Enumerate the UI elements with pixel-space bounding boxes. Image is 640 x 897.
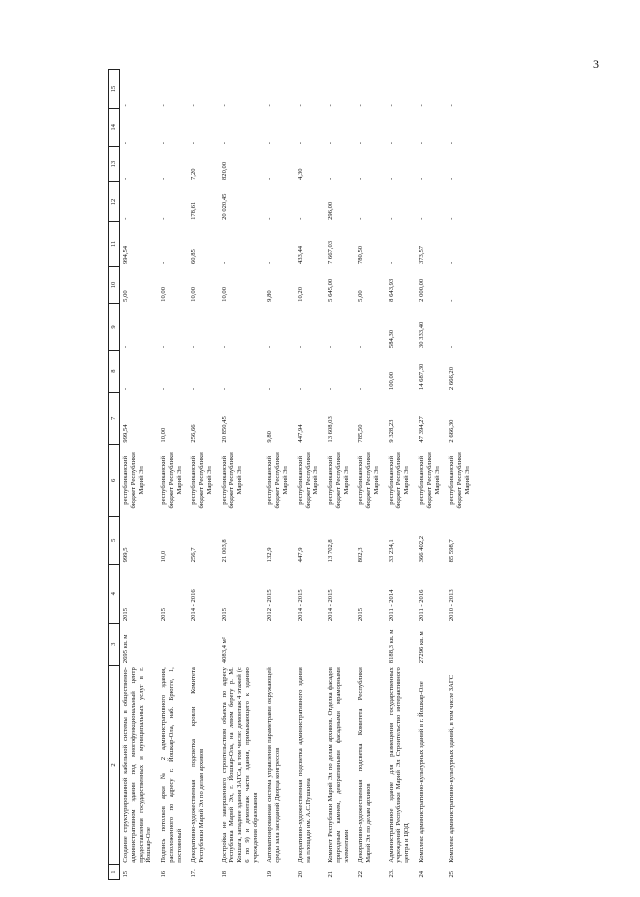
capacity: 2695 кв. м bbox=[122, 634, 129, 664]
value-col-9: - bbox=[296, 345, 304, 349]
capacity bbox=[355, 623, 385, 665]
value-col-13: - bbox=[266, 177, 274, 180]
value-col-7: 10,00 bbox=[160, 427, 168, 443]
column-header: 10 bbox=[109, 266, 120, 304]
estimated-cost: 447,9 bbox=[296, 547, 304, 563]
value-col-11: - bbox=[387, 261, 395, 265]
value-col-15: - bbox=[190, 104, 198, 107]
value-col-13: - bbox=[160, 177, 168, 180]
capacity: 8188,3 кв. м bbox=[387, 629, 395, 664]
construction-period: 2011 - 2014 bbox=[387, 589, 395, 622]
value-col-7: 785,50 bbox=[357, 424, 365, 443]
object-name: Административное здание для размещения государственных учреждений Республики Марий Эл Строительство интерактивного центра и ЦОД bbox=[387, 667, 411, 863]
construction-period: 2014 - 2015 bbox=[327, 589, 335, 622]
column-header: 1 bbox=[109, 865, 120, 880]
value-col-15: - bbox=[327, 104, 335, 107]
capacity bbox=[188, 623, 218, 665]
value-col-15: - bbox=[296, 104, 304, 107]
value-col-9: - bbox=[220, 345, 228, 349]
value-col-9: - bbox=[448, 345, 456, 349]
object-name: Комплекс административно-культурных зданий, в том числе ЗАГС bbox=[448, 675, 456, 863]
value-col-13: - bbox=[417, 177, 425, 180]
page-number: 3 bbox=[593, 57, 599, 71]
investment-table bbox=[108, 69, 477, 880]
table-row bbox=[355, 70, 385, 880]
capacity bbox=[264, 623, 294, 665]
value-col-11: 7 667,03 bbox=[327, 240, 335, 265]
value-col-15: - bbox=[220, 104, 228, 107]
value-col-12: - bbox=[448, 217, 456, 220]
value-col-7: 9 328,23 bbox=[387, 419, 395, 443]
value-col-10: 10,00 bbox=[160, 287, 168, 302]
construction-period: 2015 bbox=[220, 607, 228, 622]
row-number: 23. bbox=[387, 869, 395, 878]
value-col-13: 7,20 bbox=[190, 168, 198, 180]
construction-period: 2010 - 2013 bbox=[448, 589, 456, 622]
column-header: 5 bbox=[109, 516, 120, 564]
value-col-10: 2 000,00 bbox=[417, 278, 425, 302]
value-col-9: 30 333,40 bbox=[417, 321, 425, 349]
column-header: 6 bbox=[109, 445, 120, 516]
value-col-12: - bbox=[417, 217, 425, 220]
value-col-7: 47 394,27 bbox=[417, 416, 425, 443]
value-col-8: - bbox=[327, 387, 335, 391]
value-col-10: 9,80 bbox=[266, 290, 274, 302]
funding-source: республиканский бюджет Республики Марий Эл bbox=[220, 452, 244, 509]
value-col-13: - bbox=[357, 177, 365, 180]
funding-source: республиканский бюджет Республики Марий Эл bbox=[296, 452, 320, 509]
estimated-cost: 256,7 bbox=[190, 547, 198, 563]
value-col-15: - bbox=[448, 104, 456, 107]
value-col-13: 4,30 bbox=[296, 168, 304, 180]
value-col-12: 296,00 bbox=[327, 201, 335, 220]
value-col-8: - bbox=[190, 387, 198, 391]
construction-period: 2015 bbox=[357, 607, 365, 622]
column-header: 13 bbox=[109, 146, 120, 182]
value-col-10: 5 645,00 bbox=[327, 278, 335, 302]
value-col-14: - bbox=[220, 142, 228, 145]
row-number: 22 bbox=[357, 870, 365, 878]
value-col-15: - bbox=[122, 104, 129, 107]
value-col-11: - bbox=[448, 261, 456, 265]
table-row bbox=[264, 70, 294, 880]
object-name: Декоративно-художественная подсветка административного здания на площади им. А.С.Пушкина bbox=[296, 667, 312, 863]
row-number: 19 bbox=[266, 870, 274, 878]
value-col-12: - bbox=[266, 217, 274, 220]
value-col-10: 10,20 bbox=[296, 287, 304, 302]
value-col-11: 373,57 bbox=[417, 245, 425, 265]
object-name: Комплекс административно-культурных зданий в г. Йошкар-Оле bbox=[417, 681, 425, 863]
value-col-9: 584,30 bbox=[387, 329, 395, 349]
capacity bbox=[325, 623, 355, 665]
value-col-12: 20 020,45 bbox=[220, 193, 228, 220]
value-col-15: - bbox=[417, 104, 425, 107]
table-row bbox=[386, 70, 416, 880]
value-col-7: 999,54 bbox=[122, 424, 129, 443]
object-name: Подпись потолков арки № 2 административного здания, расположенного по адресу г. Йошкар-Ола, наб. Брюгге, 1, постоянный bbox=[160, 667, 183, 863]
rotated-table-container bbox=[108, 69, 524, 880]
value-col-9: - bbox=[122, 345, 129, 349]
value-col-7: 256,66 bbox=[190, 424, 198, 443]
value-col-10: - bbox=[448, 299, 456, 302]
value-col-14: - bbox=[448, 142, 456, 145]
value-col-12: - bbox=[122, 217, 129, 220]
estimated-cost: 85 598,7 bbox=[448, 539, 456, 563]
table-row bbox=[416, 70, 446, 880]
value-col-14: - bbox=[190, 142, 198, 145]
value-col-9: - bbox=[160, 345, 168, 349]
value-col-8: 2 666,20 bbox=[448, 367, 456, 391]
row-number: 25 bbox=[448, 870, 456, 878]
value-col-15: - bbox=[266, 104, 274, 107]
column-header: 15 bbox=[109, 70, 120, 109]
value-col-10: 8 643,93 bbox=[387, 278, 395, 302]
capacity bbox=[446, 623, 476, 665]
table-row bbox=[325, 70, 355, 880]
value-col-11: - bbox=[266, 261, 274, 265]
table-row bbox=[219, 70, 265, 880]
estimated-cost: 999,5 bbox=[122, 547, 129, 563]
object-name: Декоративно-художественная подсветка кровли Комитета Республики Марий Эл по делам архивов bbox=[190, 667, 206, 863]
value-col-14: - bbox=[357, 142, 365, 145]
funding-source: республиканский бюджет Республики Марий Эл bbox=[448, 452, 471, 509]
value-col-14: - bbox=[122, 142, 129, 145]
table-row bbox=[446, 70, 476, 880]
value-col-11: - bbox=[220, 261, 228, 265]
value-col-14: - bbox=[266, 142, 274, 145]
object-name: Комитет Республики Марий Эл по делам архивов. Отделка фасадов природным камнем, декоративными фасадными мраморными элементами bbox=[327, 667, 350, 863]
row-number: 17. bbox=[190, 869, 198, 878]
column-header: 12 bbox=[109, 182, 120, 222]
value-col-8: - bbox=[266, 387, 274, 391]
row-number: 20 bbox=[296, 870, 304, 878]
object-name: Достройка не завершенного строительством объекта по адресу Республика Марий Эл, г. Йошкар-Ола, на левом берегу р. М. Кокшага, западнее здания ЗАГСа, в том числе: демонтаж 4 этажей (с 6 по 9) и демонтаж части здания, примыкающего к зданию учреждения образования bbox=[220, 667, 259, 863]
construction-period: 2012 - 2015 bbox=[266, 589, 274, 622]
estimated-cost: 21 003,8 bbox=[220, 539, 228, 563]
column-header: 4 bbox=[109, 564, 120, 623]
value-col-10: 5,00 bbox=[122, 290, 129, 302]
table-body bbox=[120, 70, 477, 880]
value-col-11: - bbox=[160, 261, 168, 265]
value-col-13: - bbox=[387, 177, 395, 180]
table-row bbox=[158, 70, 188, 880]
column-header: 8 bbox=[109, 350, 120, 392]
value-col-10: 10,00 bbox=[220, 287, 228, 302]
column-header: 14 bbox=[109, 108, 120, 146]
table-row bbox=[188, 70, 218, 880]
capacity: 27296 кв. м bbox=[417, 631, 425, 664]
table-row bbox=[120, 70, 159, 880]
estimated-cost: 10,0 bbox=[160, 550, 168, 563]
value-col-13: - bbox=[122, 177, 129, 180]
row-number: 16 bbox=[160, 870, 168, 878]
funding-source: республиканский бюджет Республики Марий Эл bbox=[417, 452, 441, 509]
value-col-9: - bbox=[327, 345, 335, 349]
value-col-9: - bbox=[266, 345, 274, 349]
value-col-8: 14 687,30 bbox=[417, 363, 425, 391]
value-col-12: - bbox=[387, 217, 395, 220]
value-col-9: - bbox=[190, 345, 198, 349]
construction-period: 2014 - 2015 bbox=[296, 589, 304, 622]
object-name: Автоматизированная система управления параметрами окружающей среды зала заседаний Дворца конгрессов bbox=[266, 667, 282, 863]
value-col-9: - bbox=[357, 345, 365, 349]
value-col-12: - bbox=[357, 217, 365, 220]
capacity: 4083,4 м² bbox=[220, 637, 228, 664]
capacity bbox=[158, 623, 188, 665]
funding-source: республиканский бюджет Республики Марий Эл bbox=[387, 452, 411, 509]
column-header: 9 bbox=[109, 304, 120, 350]
value-col-13: 820,00 bbox=[220, 161, 228, 180]
value-col-14: - bbox=[387, 142, 395, 145]
capacity bbox=[295, 623, 325, 665]
table-row bbox=[295, 70, 325, 880]
funding-source: республиканский бюджет Республики Марий Эл bbox=[190, 452, 213, 509]
value-col-8: - bbox=[357, 387, 365, 391]
value-col-14: - bbox=[327, 142, 335, 145]
column-header: 2 bbox=[109, 665, 120, 865]
value-col-10: 5,00 bbox=[357, 290, 365, 302]
value-col-7: 20 850,45 bbox=[220, 416, 228, 443]
value-col-7: 447,94 bbox=[296, 424, 304, 443]
funding-source: республиканский бюджет Республики Марий Эл bbox=[122, 452, 145, 509]
funding-source: республиканский бюджет Республики Марий Эл bbox=[160, 452, 183, 509]
row-number: 15 bbox=[122, 870, 129, 878]
value-col-13: - bbox=[327, 177, 335, 180]
construction-period: 2014 - 2016 bbox=[190, 589, 198, 622]
value-col-7: 13 608,03 bbox=[327, 416, 335, 443]
column-header: 11 bbox=[109, 222, 120, 266]
value-col-11: 780,50 bbox=[357, 245, 365, 265]
value-col-8: 100,00 bbox=[387, 371, 395, 391]
value-col-10: 10,00 bbox=[190, 287, 198, 302]
value-col-8: - bbox=[296, 387, 304, 391]
value-col-8: - bbox=[220, 387, 228, 391]
value-col-14: - bbox=[296, 142, 304, 145]
column-header: 3 bbox=[109, 623, 120, 665]
estimated-cost: 13 702,8 bbox=[327, 539, 335, 563]
estimated-cost: 802,3 bbox=[357, 547, 365, 563]
value-col-11: 60,85 bbox=[190, 249, 198, 265]
value-col-11: 433,44 bbox=[296, 245, 304, 265]
estimated-cost: 33 234,1 bbox=[387, 539, 395, 563]
column-header: 7 bbox=[109, 392, 120, 445]
estimated-cost: 132,9 bbox=[266, 547, 274, 563]
value-col-12: - bbox=[160, 217, 168, 220]
value-col-15: - bbox=[160, 104, 168, 107]
value-col-15: - bbox=[357, 104, 365, 107]
value-col-8: - bbox=[160, 387, 168, 391]
funding-source: республиканский бюджет Республики Марий Эл bbox=[357, 452, 380, 509]
funding-source: республиканский бюджет Республики Марий Эл bbox=[266, 452, 290, 509]
construction-period: 2015 bbox=[160, 607, 168, 622]
row-number: 18 bbox=[220, 870, 228, 878]
construction-period: 2011 - 2016 bbox=[417, 589, 425, 622]
value-col-12: - bbox=[296, 217, 304, 220]
value-col-7: 2 666,30 bbox=[448, 419, 456, 443]
row-number: 21 bbox=[327, 870, 335, 878]
construction-period: 2015 bbox=[122, 607, 129, 622]
funding-source: республиканский бюджет Республики Марий Эл bbox=[327, 452, 350, 509]
value-col-7: 9,80 bbox=[266, 431, 274, 443]
value-col-13: - bbox=[448, 177, 456, 180]
value-col-14: - bbox=[160, 142, 168, 145]
value-col-11: 994,54 bbox=[122, 245, 129, 265]
value-col-15: - bbox=[387, 104, 395, 107]
row-number: 24 bbox=[417, 870, 425, 878]
header-row bbox=[109, 70, 120, 880]
value-col-12: 178,61 bbox=[190, 201, 198, 220]
object-name: Декоративно-художественная подсветка Комитета Республики Марий Эл по делам архивов bbox=[357, 667, 373, 863]
value-col-14: - bbox=[417, 142, 425, 145]
object-name: Создание структурированной кабельной системы в общественно-административном здании под многофункциональный центр предоставления государственных и муниципальных услуг в г. Йошкар-Оле bbox=[122, 667, 153, 863]
value-col-8: - bbox=[122, 387, 129, 391]
estimated-cost: 366 402,2 bbox=[417, 535, 425, 563]
